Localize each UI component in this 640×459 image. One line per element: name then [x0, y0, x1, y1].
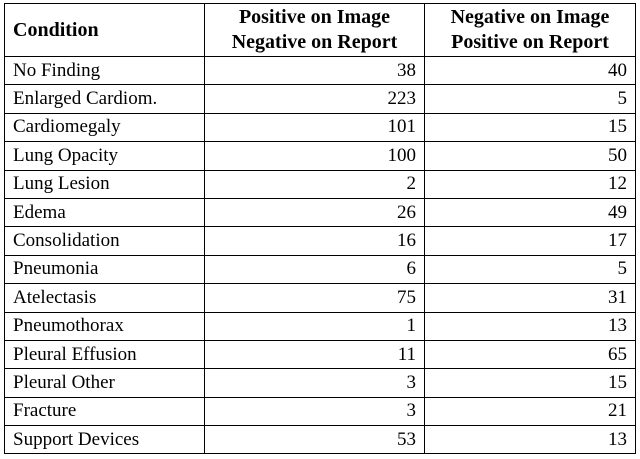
cell-positive-on-image: 16 — [205, 227, 425, 255]
cell-positive-on-image: 223 — [205, 85, 425, 113]
cell-condition: Pneumonia — [5, 255, 205, 283]
cell-condition: Edema — [5, 198, 205, 226]
cell-condition: Lung Opacity — [5, 142, 205, 170]
cell-condition: Pneumothorax — [5, 312, 205, 340]
table-row — [5, 113, 636, 141]
cell-positive-on-image: 100 — [205, 142, 425, 170]
table-row — [5, 426, 636, 454]
table-row — [5, 369, 636, 397]
cell-negative-on-image: 17 — [425, 227, 636, 255]
condition-table — [4, 3, 636, 454]
table-row — [5, 284, 636, 312]
cell-condition: Fracture — [5, 397, 205, 425]
cell-negative-on-image: 13 — [425, 312, 636, 340]
table-row — [5, 255, 636, 283]
cell-negative-on-image: 13 — [425, 426, 636, 454]
header-negative-on-image-line-1: Negative on Image — [450, 6, 610, 28]
cell-positive-on-image: 75 — [205, 284, 425, 312]
cell-positive-on-image: 6 — [205, 255, 425, 283]
header-positive-on-image — [205, 4, 425, 57]
cell-positive-on-image: 3 — [205, 397, 425, 425]
cell-positive-on-image: 1 — [205, 312, 425, 340]
table-row — [5, 142, 636, 170]
table-row — [5, 57, 636, 85]
cell-positive-on-image: 3 — [205, 369, 425, 397]
table-row — [5, 198, 636, 226]
cell-condition: Enlarged Cardiom. — [5, 85, 205, 113]
cell-positive-on-image: 38 — [205, 57, 425, 85]
cell-negative-on-image: 40 — [425, 57, 636, 85]
table-header — [5, 4, 636, 57]
cell-condition: Atelectasis — [5, 284, 205, 312]
cell-negative-on-image: 49 — [425, 198, 636, 226]
cell-positive-on-image: 11 — [205, 340, 425, 368]
cell-positive-on-image: 101 — [205, 113, 425, 141]
cell-condition: No Finding — [5, 57, 205, 85]
cell-condition: Support Devices — [5, 426, 205, 454]
cell-negative-on-image: 21 — [425, 397, 636, 425]
cell-negative-on-image: 5 — [425, 85, 636, 113]
table-row — [5, 340, 636, 368]
header-positive-on-image-line-2: Negative on Report — [231, 31, 398, 53]
cell-negative-on-image: 65 — [425, 340, 636, 368]
header-condition: Condition — [5, 4, 205, 57]
table-body — [5, 57, 636, 454]
table-row — [5, 227, 636, 255]
cell-condition: Lung Lesion — [5, 170, 205, 198]
cell-positive-on-image: 2 — [205, 170, 425, 198]
cell-negative-on-image: 31 — [425, 284, 636, 312]
cell-condition: Pleural Other — [5, 369, 205, 397]
cell-negative-on-image: 15 — [425, 113, 636, 141]
table-row — [5, 85, 636, 113]
table-row — [5, 397, 636, 425]
cell-negative-on-image: 15 — [425, 369, 636, 397]
cell-condition: Consolidation — [5, 227, 205, 255]
cell-negative-on-image: 12 — [425, 170, 636, 198]
header-negative-on-image-line-2: Positive on Report — [451, 31, 609, 53]
cell-condition: Cardiomegaly — [5, 113, 205, 141]
header-row — [5, 4, 636, 57]
cell-condition: Pleural Effusion — [5, 340, 205, 368]
table-row — [5, 170, 636, 198]
header-positive-on-image-line-1: Positive on Image — [238, 6, 391, 28]
cell-negative-on-image: 50 — [425, 142, 636, 170]
cell-positive-on-image: 26 — [205, 198, 425, 226]
cell-negative-on-image: 5 — [425, 255, 636, 283]
table-row — [5, 312, 636, 340]
header-negative-on-image — [425, 4, 636, 57]
cell-positive-on-image: 53 — [205, 426, 425, 454]
